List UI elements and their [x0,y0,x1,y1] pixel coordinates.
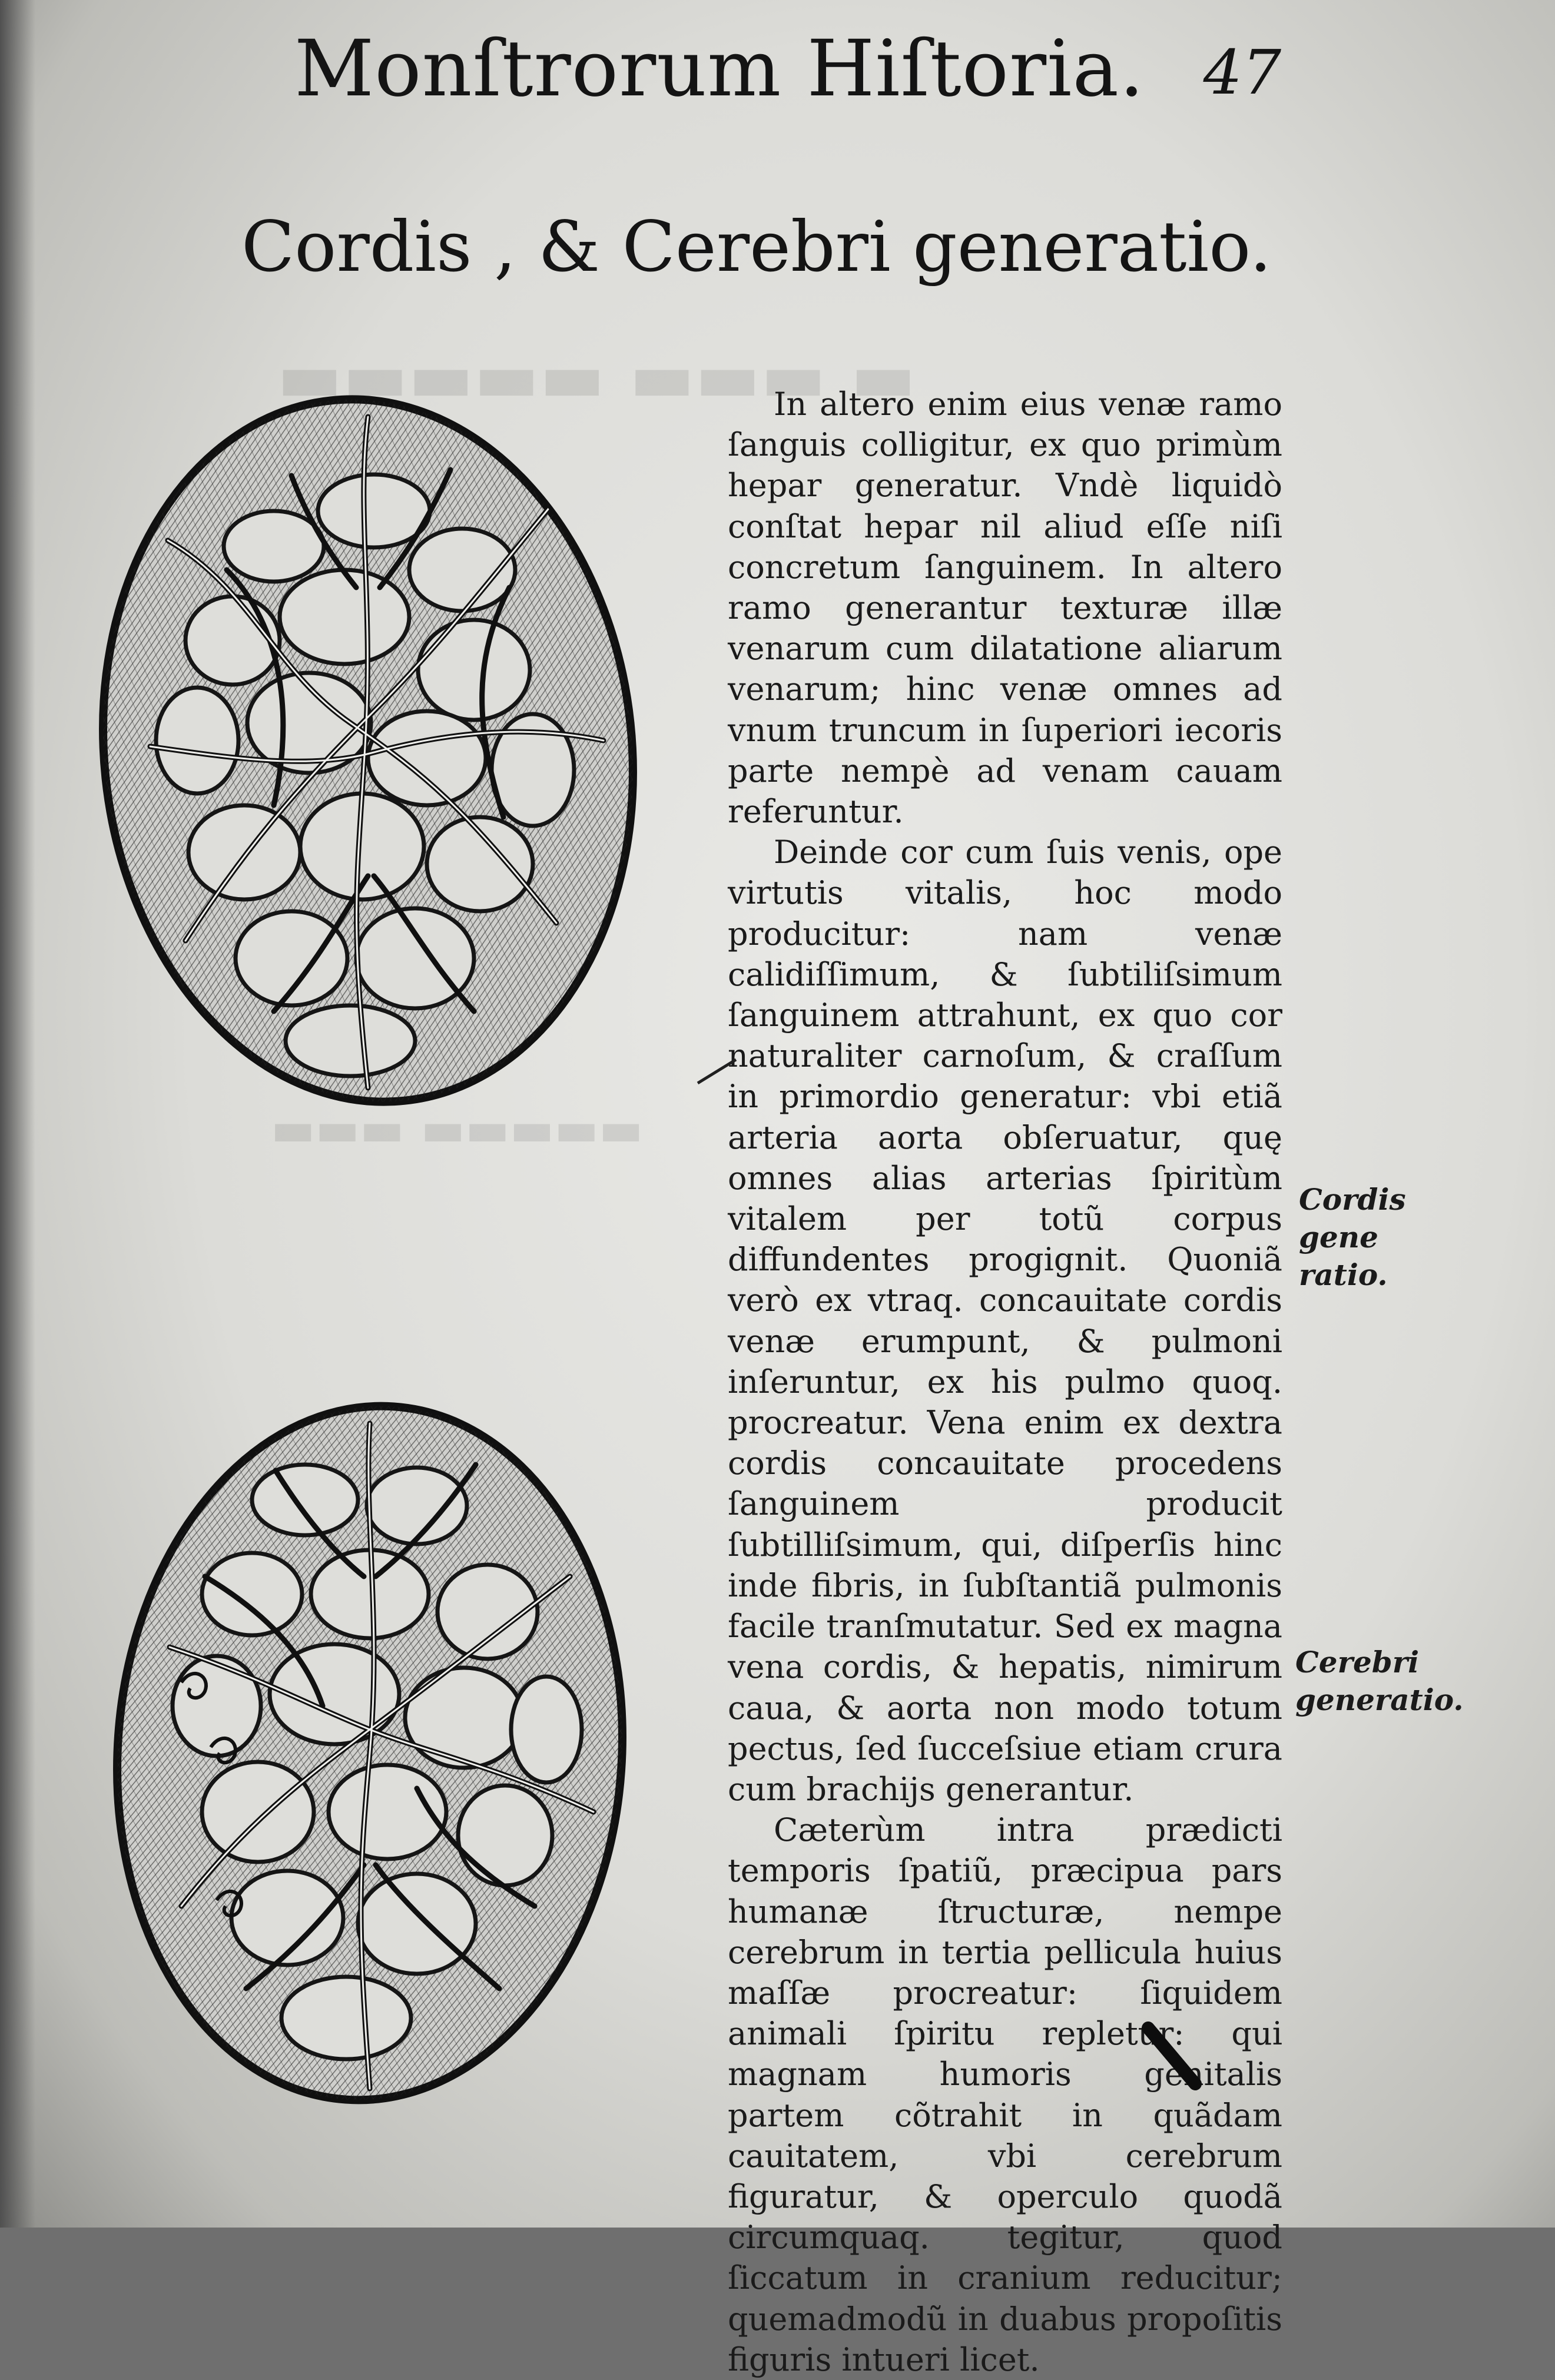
paragraph-2: Deinde cor cum ſuis venis, ope virtutis vitalis, hoc modo producitur: nam venæ calidiſſimum, & ſubtiliſsimum ſanguinem attrahunt, ex quo cor naturaliter carnoſum, & craſſum in primordio generatur: vbi etiã arteria aorta obſeruatur, quę omnes alias arterias ſpiritùm vitalem per totũ corpus diffundentes progignit. Quoniã verò ex vtraq. concauitate cordis venæ erumpunt, & pulmoni inſeruntur, ex his pulmo quoq. procreatur. Vena enim ex dextra cordis concauitate procedens ſanguinem producit ſubtilliſsimum, qui, diſperſis hinc inde fibris, in ſubſtantiã pulmonis facile tranſmutatur. Sed ex magna vena cordis, & hepatis, nimirum caua, & aorta non modo totum pectus, ſed ſucceſsiue etiam crura cum brachijs generantur. [728,834,1282,1808]
lower-ovum-engraving [111,1400,629,2106]
bleed-through-text: ▬ ▬▬▬ ▬▬▬▬▬ [277,336,916,417]
ink-blot [1139,2019,1210,2096]
running-title: Monſtrorum Hiſtoria. [294,24,1145,114]
page-shadow-edge [0,0,35,2228]
ink-mark [695,1054,742,1089]
paragraph-1: In altero enim eius venæ ramo ſanguis colligitur, ex quo primùm hepar generatur. Vndè liquidò conſtat hepar nil aliud eſſe niſi concretum ſanguinem. In altero ramo generantur texturæ illæ venarum cum dilatatione aliarum venarum; hinc venæ omnes ad vnum truncum in ſuperiori iecoris parte nempè ad venam cauam referuntur. [728,386,1282,831]
page-number: 47 [1203,36,1281,108]
paragraph-3: Cæterùm intra prædicti temporis ſpatiũ, præcipua pars humanæ ſtructuræ, nempe cerebrum in tertia pellicula huius maſſæ procreatur: ſiquidem animali ſpiritu repletur: qui magnam humoris genitalis partem cõtrahit in quãdam cauitatem, vbi cerebrum figuratur, & operculo quodã circumquaq. tegitur, quod ſiccatum in cranium reducitur; quemadmodũ in duabus propoſitis figuris intueri licet. [728,1811,1282,2378]
upper-ovum-engraving [97,393,639,1108]
margin-note-cordis: Cordis gene ratio. [1299,1182,1406,1292]
margin-note-cerebri: Cerebri generatio. [1295,1645,1464,1717]
bleed-through-text: ▬▬▬▬▬ ▬▬▬ [271,1101,644,1156]
section-title: Cordis , & Cerebri generatio. [241,206,1272,287]
engraved-ovum-with-veins-icon [97,393,639,1108]
engraved-ovum-with-veins-icon [111,1400,629,2106]
